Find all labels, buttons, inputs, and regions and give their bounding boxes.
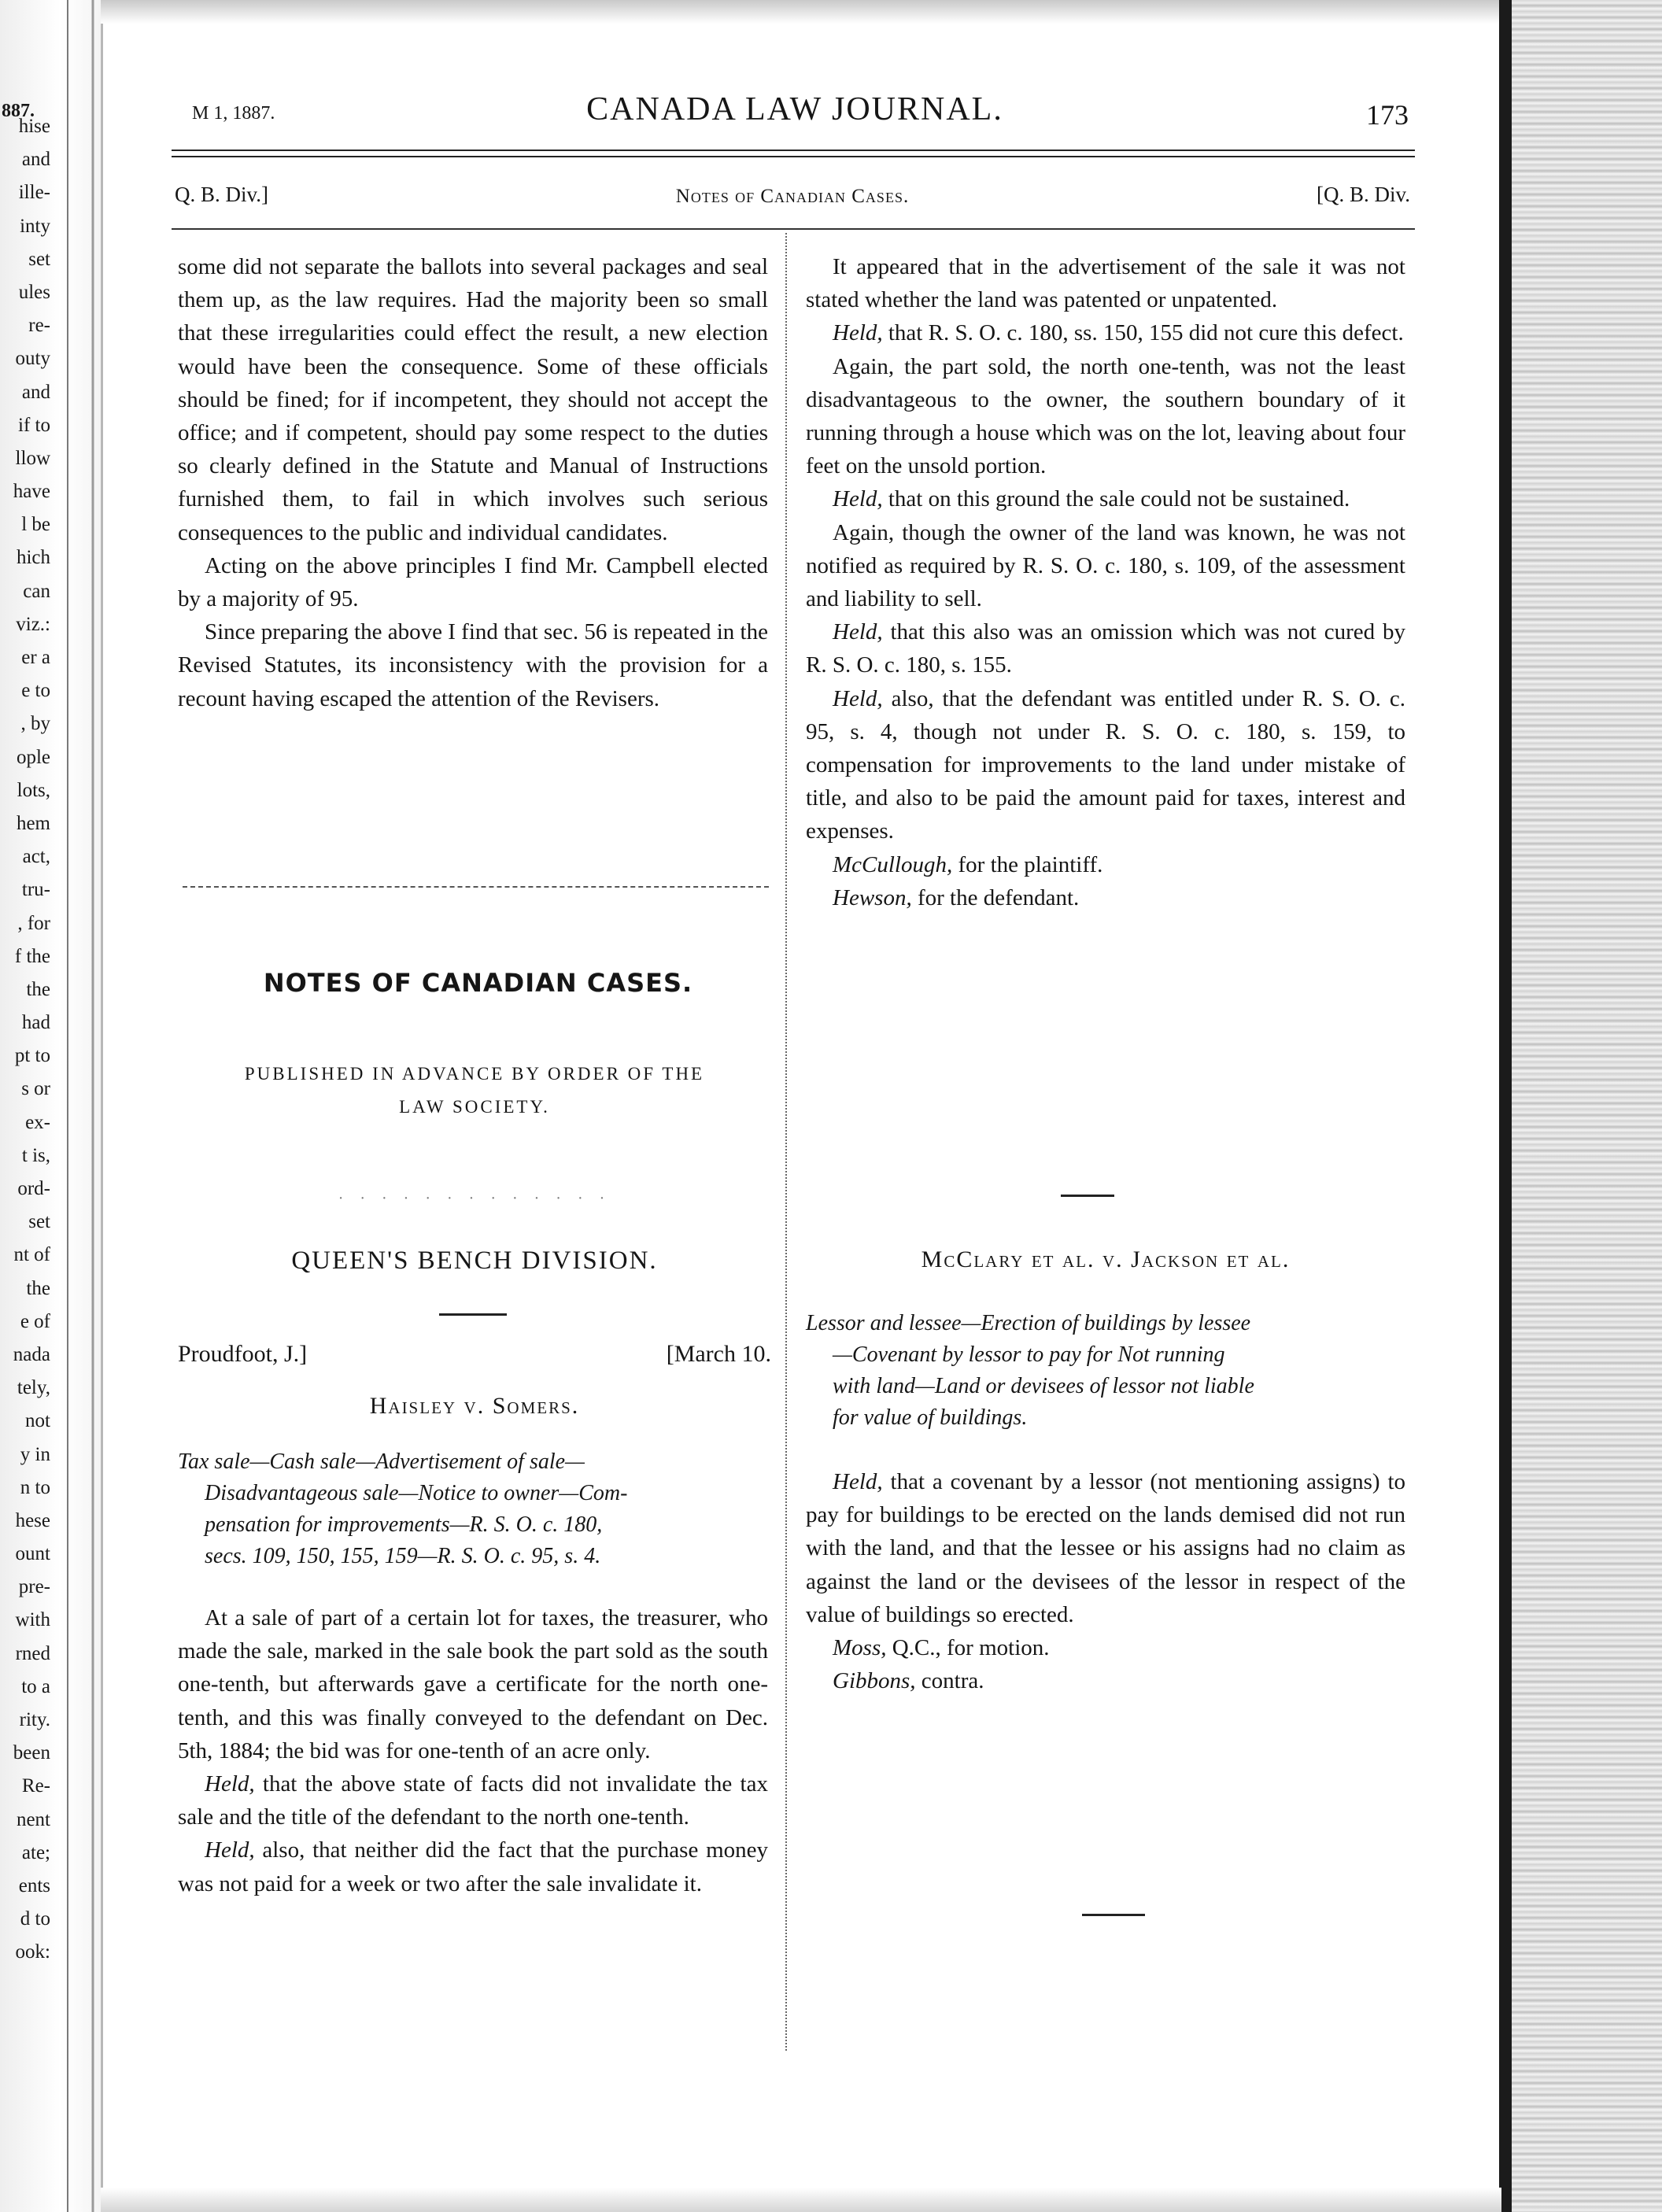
published-note: [178, 1058, 771, 1124]
previous-page-fragment: hem: [16, 812, 50, 834]
counsel-role: for the defendant.: [911, 884, 1080, 910]
counsel-line: [806, 881, 1405, 914]
previous-page-fragment: ord-: [17, 1178, 50, 1199]
held-label: Held,: [205, 1771, 255, 1797]
previous-page-fragment: er a: [21, 647, 50, 668]
counsel-name: Hewson,: [833, 884, 912, 910]
previous-page-fragment: ules: [18, 281, 50, 303]
case-title: McClary et al. v. Jackson et al.: [921, 1246, 1291, 1272]
previous-page-fragment: tru-: [21, 879, 50, 901]
previous-page-fragment: set: [28, 1211, 50, 1233]
journal-title: CANADA LAW JOURNAL.: [586, 91, 1003, 127]
previous-page-fragment: and: [21, 149, 50, 171]
paragraph: [806, 682, 1405, 848]
previous-page-fragment: hise: [18, 116, 50, 137]
counsel-line: [806, 848, 1405, 881]
previous-page-fragment: ille-: [18, 182, 50, 204]
held-text: that a covenant by a lessor (not mentioning assigns) to pay for buildings to be erected on the lands demised did not run with the land, and that the lessee or his assigns had no claim as against the land or the devisees of the lessor in respect of the value of buildings so erected.: [806, 1469, 1405, 1627]
headnote-line: Lessor and lessee—Erection of buildings by lessee: [806, 1311, 1251, 1335]
judge-line: [178, 1341, 771, 1368]
paragraph: Again, the part sold, the north one-tenth, was not the least disadvantageous to the owner, the southern boundary of it running through a house which was on the lot, leaving about four feet on the unsold portion.: [806, 353, 1405, 479]
left-column-top: [178, 250, 768, 715]
counsel-name: Gibbons,: [833, 1668, 916, 1694]
paragraph: [178, 1833, 768, 1900]
previous-page-fragment: act,: [22, 846, 50, 868]
decorative-rule: [183, 886, 769, 888]
scan-top-margin: [101, 0, 1517, 24]
previous-page-fragment: pre-: [18, 1576, 50, 1598]
headnote-line: for value of buildings.: [833, 1405, 1028, 1430]
previous-page-fragment: llow: [15, 447, 50, 469]
previous-page-fragment: hich: [16, 547, 50, 569]
previous-page-fragment: inty: [20, 215, 50, 237]
section-head: [175, 183, 1410, 214]
previous-page-fragment: , by: [20, 713, 50, 735]
previous-page-fragment: nt of: [13, 1244, 50, 1266]
scan-right-margin: [1499, 0, 1662, 2212]
counsel-name: McCullough,: [833, 851, 953, 877]
previous-page-fragment: f the: [14, 945, 50, 967]
paragraph: [178, 1767, 768, 1833]
column-divider: [785, 233, 787, 2051]
headnote-line: with land—Land or devisees of lessor not liable: [833, 1374, 1254, 1398]
previous-page-fragment: to a: [21, 1675, 50, 1697]
dotted-separator: · · · · · · · · · · · · ·: [338, 1190, 611, 1207]
counsel-role: Q.C., for motion.: [886, 1635, 1050, 1661]
held-label: Held,: [833, 619, 883, 645]
headnote-line: —Covenant by lessor to pay for Not running: [833, 1342, 1225, 1367]
previous-page-fragment: nada: [13, 1343, 50, 1365]
case-headnote: [178, 1446, 766, 1572]
previous-page-fragment: the: [26, 978, 50, 1000]
counsel-line: [806, 1664, 1405, 1697]
paragraph: At a sale of part of a certain lot for taxes, the treasurer, who made the sale, marked in the sale book the part sold as the south one-tenth, but afterwards gave a certificate for the north one-tenth, and this was finally conveyed to the defendant on Dec. 5th, 1884; the bid was for one-tenth of an acre only.: [178, 1605, 768, 1763]
previous-page-fragment: ount: [15, 1543, 50, 1565]
double-rule: [172, 150, 1415, 157]
previous-page-fragment: rity.: [19, 1709, 50, 1730]
previous-page-fragment: nent: [16, 1808, 50, 1830]
previous-page-fragment: ex-: [25, 1111, 50, 1133]
previous-page-fragment: re-: [28, 315, 50, 337]
paragraph: Again, though the owner of the land was known, he was not notified as required by R. S. O. c. 180, s. 109, of the assessment and liability to sell.: [806, 519, 1405, 612]
counsel-line: [806, 1631, 1405, 1664]
section-head-center: Notes of Canadian Cases.: [675, 186, 910, 207]
paragraph: It appeared that in the advertisement of the sale it was not stated whether the land was patented or unpatented.: [806, 254, 1405, 313]
short-rule: [1061, 1195, 1114, 1197]
held-label: Held,: [833, 486, 883, 512]
page-number: 173: [1366, 99, 1409, 131]
held-label: Held,: [205, 1837, 255, 1863]
previous-page-fragment: outy: [15, 348, 50, 370]
previous-page-fragment: not: [25, 1410, 50, 1432]
section-head-right: [Q. B. Div.: [1317, 183, 1410, 206]
previous-page-fragment: tely,: [17, 1377, 50, 1399]
previous-page-fragment: can: [23, 580, 50, 602]
left-column-bottom: [178, 1601, 768, 1900]
previous-page-fragment: l be: [21, 514, 50, 536]
held-text: that the above state of facts did not invalidate the tax sale and the title of the defendant to the north one-tenth.: [178, 1771, 768, 1830]
issue-date: M 1, 1887.: [192, 103, 275, 124]
published-line: PUBLISHED IN ADVANCE BY ORDER OF THE: [244, 1064, 705, 1084]
previous-page-fragment: had: [21, 1012, 50, 1034]
paragraph: [806, 1465, 1405, 1631]
previous-page-fragment: s or: [21, 1078, 50, 1100]
previous-page-fragment: with: [15, 1609, 50, 1631]
paragraph: [806, 316, 1405, 349]
previous-page-fragment: hese: [15, 1509, 50, 1531]
previous-page-year: 887.: [2, 101, 35, 121]
scan-bottom-margin: [101, 2188, 1501, 2212]
short-rule: [1082, 1914, 1145, 1916]
division-heading: QUEEN'S BENCH DIVISION.: [291, 1246, 658, 1275]
previous-page-fragment: lots,: [17, 779, 50, 801]
held-text: also, that neither did the fact that the purchase money was not paid for a week or two after the sale invalidate it.: [178, 1837, 768, 1896]
decision-date: [March 10.: [666, 1341, 771, 1367]
counsel-role: for the plaintiff.: [952, 851, 1103, 877]
held-text: that on this ground the sale could not be sustained.: [882, 486, 1350, 512]
headnote-line: Disadvantageous sale—Notice to owner—Com-: [205, 1481, 628, 1505]
headnote-line: pensation for improvements—R. S. O. c. 180,: [205, 1512, 603, 1537]
previous-page-fragment: rned: [15, 1642, 50, 1664]
previous-page-fragment: if to: [18, 414, 50, 436]
previous-page-fragment: d to: [20, 1908, 50, 1930]
counsel-name: Moss,: [833, 1635, 887, 1661]
previous-page-fragment: e of: [20, 1310, 50, 1332]
paragraph: [806, 615, 1405, 681]
previous-page-fragment: ook:: [15, 1941, 50, 1963]
previous-page-fragment: ate;: [21, 1841, 50, 1863]
previous-page-column: [0, 110, 50, 1970]
counsel-role: contra.: [915, 1668, 984, 1694]
held-text: also, that the defendant was entitled under R. S. O. c. 95, s. 4, though not under R. S. O. c. 180, s. 159, to compensation for improvements to the land under mistake of title, and also to be paid the amount paid for taxes, interest and expenses.: [806, 685, 1405, 844]
previous-page-fragment: the: [26, 1277, 50, 1299]
held-text: that R. S. O. c. 180, ss. 150, 155 did not cure this defect.: [882, 320, 1404, 346]
section-rule: [172, 228, 1415, 230]
previous-page-fragment: viz.:: [16, 613, 50, 635]
headnote-line: secs. 109, 150, 155, 159—R. S. O. c. 95, s. 4.: [205, 1544, 601, 1568]
held-text: that this also was an omission which was not cured by R. S. O. c. 180, s. 155.: [806, 619, 1405, 678]
right-column-top: [806, 250, 1405, 914]
case-headnote: [806, 1308, 1404, 1434]
previous-page-fragment: Re-: [21, 1775, 50, 1797]
held-label: Held,: [833, 320, 883, 346]
previous-page-fragment: n to: [20, 1476, 50, 1498]
section-head-left: Q. B. Div.]: [175, 183, 268, 206]
right-column-bottom: [806, 1465, 1405, 1697]
previous-page-fragment: been: [13, 1742, 50, 1764]
previous-page-fragment: set: [28, 248, 50, 270]
case-title: Haisley v. Somers.: [369, 1393, 580, 1419]
previous-page-fragment: y in: [20, 1443, 50, 1465]
held-label: Held,: [833, 1469, 883, 1494]
previous-page-fragment: ents: [18, 1874, 50, 1896]
previous-page-fragment: have: [13, 481, 50, 503]
judge-name: Proudfoot, J.]: [178, 1341, 308, 1367]
previous-page-fragment: , for: [17, 912, 50, 934]
running-head: [181, 90, 1409, 138]
headnote-line: Tax sale—Cash sale—Advertisement of sale—: [178, 1449, 585, 1474]
previous-page-fragment: e to: [21, 680, 50, 702]
held-label: Held,: [833, 685, 883, 711]
previous-page-fragment: t is,: [21, 1144, 50, 1166]
notes-heading: NOTES OF CANADIAN CASES.: [263, 968, 693, 998]
paragraph: some did not separate the ballots into several packages and seal them up, as the law requires. Had the majority been so small that these irregularities could effect the result, a new election would have been the consequence. Some of these officials should be fined; for if incompetent, they should not accept the office; and if competent, should pay some respect to the duties so clearly defined in the Statute and Manual of Instructions furnished them, to fail in which involves such serious consequences to the public and individual candidates.: [178, 254, 768, 545]
published-line: LAW SOCIETY.: [399, 1097, 550, 1117]
short-rule: [439, 1313, 507, 1316]
paragraph: [806, 482, 1405, 515]
paragraph: Acting on the above principles I find Mr. Campbell elected by a majority of 95.: [178, 552, 768, 612]
paragraph: Since preparing the above I find that sec. 56 is repeated in the Revised Statutes, its inconsistency with the provision for a recount having escaped the attention of the Revisers.: [178, 619, 768, 711]
previous-page-fragment: and: [21, 381, 50, 403]
previous-page-fragment: ople: [16, 746, 50, 768]
previous-page-fragment: pt to: [14, 1045, 50, 1067]
